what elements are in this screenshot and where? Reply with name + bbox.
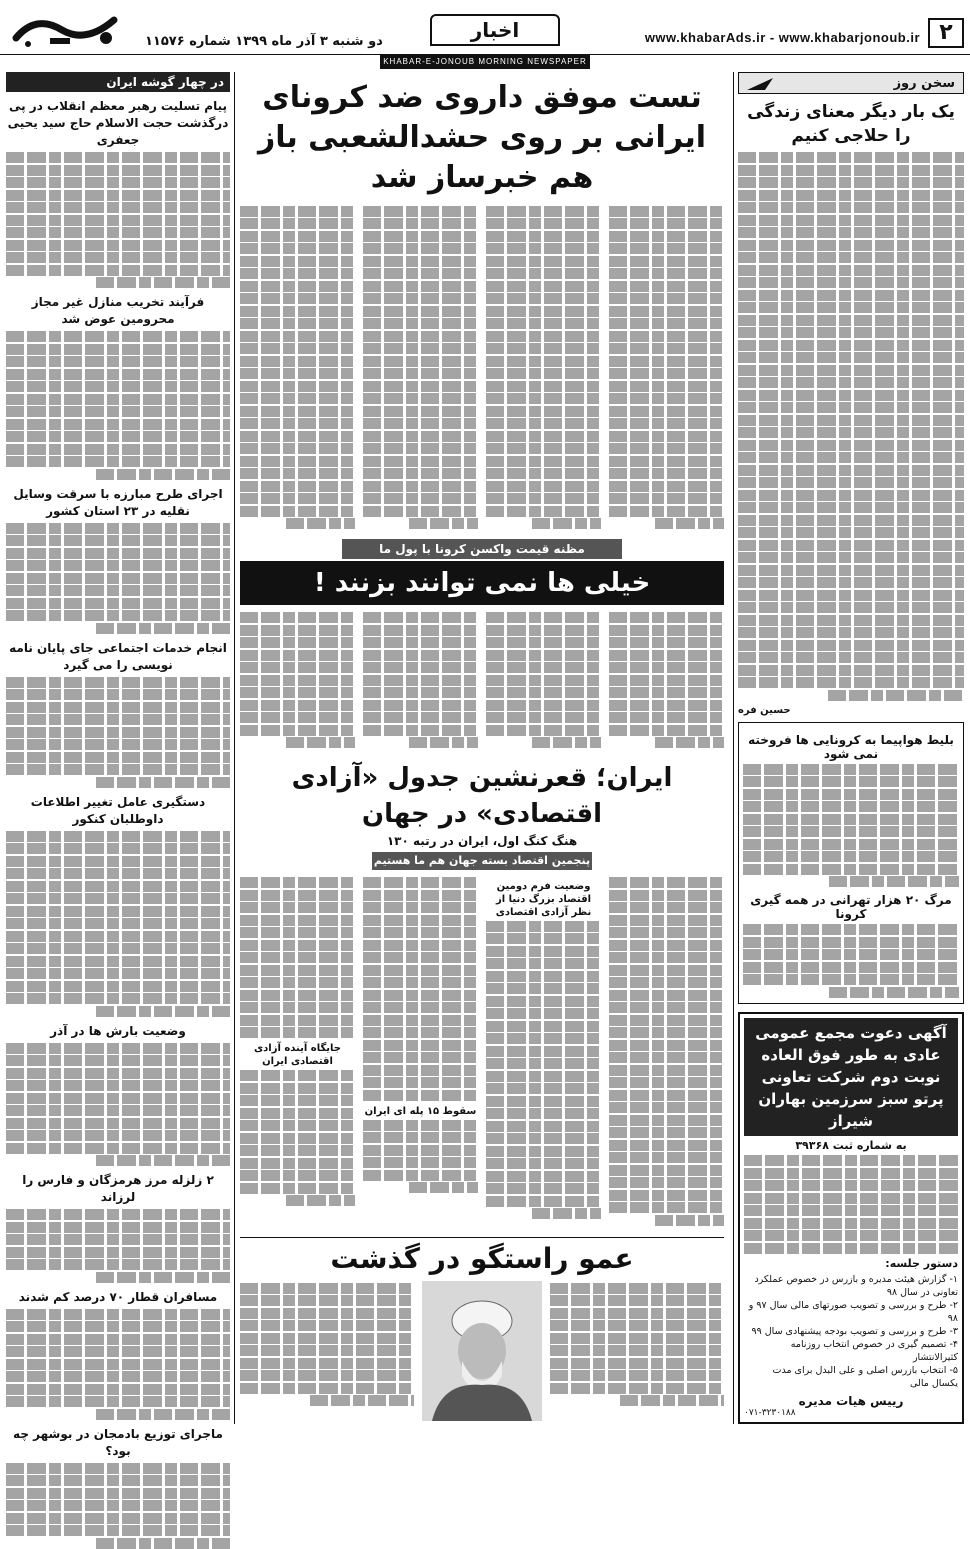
obituary-headline: عمو راستگو در گذشت <box>240 1237 724 1275</box>
sub-band <box>0 54 970 68</box>
left-headline: فرآیند تخریب منازل غیر مجاز محرومین عوض شد <box>31 295 205 326</box>
ad-registration: به شماره ثبت ۳۹۳۶۸ <box>795 1139 907 1152</box>
left-headline: ۲ زلزله مرز هرمزگان و فارس را لرزاند <box>22 1173 214 1204</box>
editorial-author: حسین فره <box>738 704 791 716</box>
obituary-photo <box>422 1281 542 1421</box>
editorial-label: سخن روز <box>893 76 955 91</box>
ad-agenda-item: ۲- طرح و بررسی و تصویب صورتهای مالی سال ۹۷ و ۹۸ <box>748 1299 958 1324</box>
quill-icon <box>745 76 775 92</box>
left-headline: دستگیری عامل تغییر اطلاعات داوطلبان کنکور <box>30 794 206 826</box>
newspaper-logo <box>6 8 124 52</box>
inner-headline: جایگاه آینده آزادی اقتصادی ایران <box>253 1043 341 1067</box>
editorial-title: یک بار دیگر معنای زندگی را حلاجی کنیم <box>747 102 955 146</box>
vaccine-headline: خیلی ها نمی توانند بزنند ! <box>240 561 724 605</box>
editorial-body <box>738 152 964 701</box>
portrait-icon <box>422 1281 542 1421</box>
ad-agenda-item: ۱- گزارش هیئت مدیره و بازرس در خصوص عملکرد تعاونی در سال ۹۸ <box>754 1273 958 1298</box>
left-column <box>6 72 230 1458</box>
news-title-flights: بلیط هواپیما به کرونایی ها فروخته نمی شود <box>748 732 954 761</box>
left-headline: ماجرای توزیع بادمجان در بوشهر چه بود؟ <box>13 1426 223 1458</box>
section-tab: اخبار <box>430 14 560 46</box>
news-box-flights <box>738 722 964 1005</box>
obituary-body <box>240 1281 724 1421</box>
lead-body <box>240 204 724 531</box>
page-number: ۲ <box>928 18 964 48</box>
left-headline: مسافران قطار ۷۰ درصد کم شدند <box>18 1289 218 1304</box>
ad-title: آگهی دعوت مجمع عمومی عادی به طور فوق العاده نوبت دوم شرکت تعاونی پرتو سبز سرزمین بهاران شیراز <box>744 1018 958 1136</box>
vaccine-body <box>240 611 724 750</box>
lead-headline: تست موفق داروی ضد کرونای ایرانی بر روی حشدالشعبی باز هم خبرساز شد <box>257 80 707 195</box>
ad-phone: ۰۷۱-۳۲۳۰۱۸۸ <box>744 1407 796 1418</box>
english-name-bar: KHABAR-E-JONOUB MORNING NEWSPAPER <box>380 55 590 69</box>
website-links[interactable]: www.khabarAds.ir - www.khabarjonoub.ir <box>644 30 920 45</box>
ad-agenda-item: ۴- تصمیم گیری در خصوص انتخاب روزنامه کثیرالانتشار <box>790 1338 958 1363</box>
vaccine-kicker: مظنه قیمت واکسن کرونا با پول ما <box>342 539 622 559</box>
ad-agenda-item: ۵- انتخاب بازرس اصلی و علی البدل برای مدت یکسال مالی <box>772 1364 958 1389</box>
editorial-header <box>738 72 964 94</box>
issue-date: دو شنبه ۳ آذر ماه ۱۳۹۹ شماره ۱۱۵۷۶ <box>145 34 383 49</box>
freedom-subhead: هنگ کنگ اول، ایران در رتبه ۱۳۰ <box>386 833 578 848</box>
news-title-deaths: مرگ ۲۰ هزار تهرانی در همه گیری کرونا <box>750 893 952 921</box>
middle-column <box>240 72 724 1424</box>
ad-agenda-list <box>744 1273 958 1390</box>
left-headline: وضعیت بارش ها در آذر <box>50 1023 186 1038</box>
inner-headline: وضعیت فرم دومین اقتصاد بزرگ دنیا از نظر آزادی اقتصادی <box>495 880 592 918</box>
ad-box <box>738 1012 964 1424</box>
logo-icon <box>6 8 124 52</box>
column-rule <box>234 72 235 1424</box>
masthead <box>0 0 970 60</box>
column-rule <box>733 72 734 1424</box>
ad-agenda-item: ۳- طرح و بررسی و تصویب بودجه پیشنهادی سال ۹۹ <box>751 1325 958 1337</box>
ad-signature: رییس هیات مدیره <box>798 1393 904 1408</box>
freedom-headline: ایران؛ قعرنشین جدول «آزادی اقتصادی» در جهان <box>291 762 673 829</box>
ad-agenda-label: دستور جلسه: <box>885 1256 958 1270</box>
left-headline: انجام خدمات اجتماعی جای پایان نامه نویسی را می گیرد <box>9 640 227 672</box>
freedom-body <box>240 876 724 1228</box>
right-column <box>738 72 964 1424</box>
inner-headline: سقوط ۱۵ پله ای ایران <box>364 1105 477 1117</box>
freedom-kicker: پنجمین اقتصاد بسته جهان هم ما هستیم <box>372 852 592 870</box>
left-headline: اجرای طرح مبارزه با سرقت وسایل نقلیه در ۲۳ استان کشور <box>13 486 223 518</box>
left-headline: پیام تسلیت رهبر معظم انقلاب در پی درگذشت حجت الاسلام حاج سید یحیی جعفری <box>7 99 229 147</box>
left-section-header: در چهار گوشه ایران <box>6 72 230 92</box>
